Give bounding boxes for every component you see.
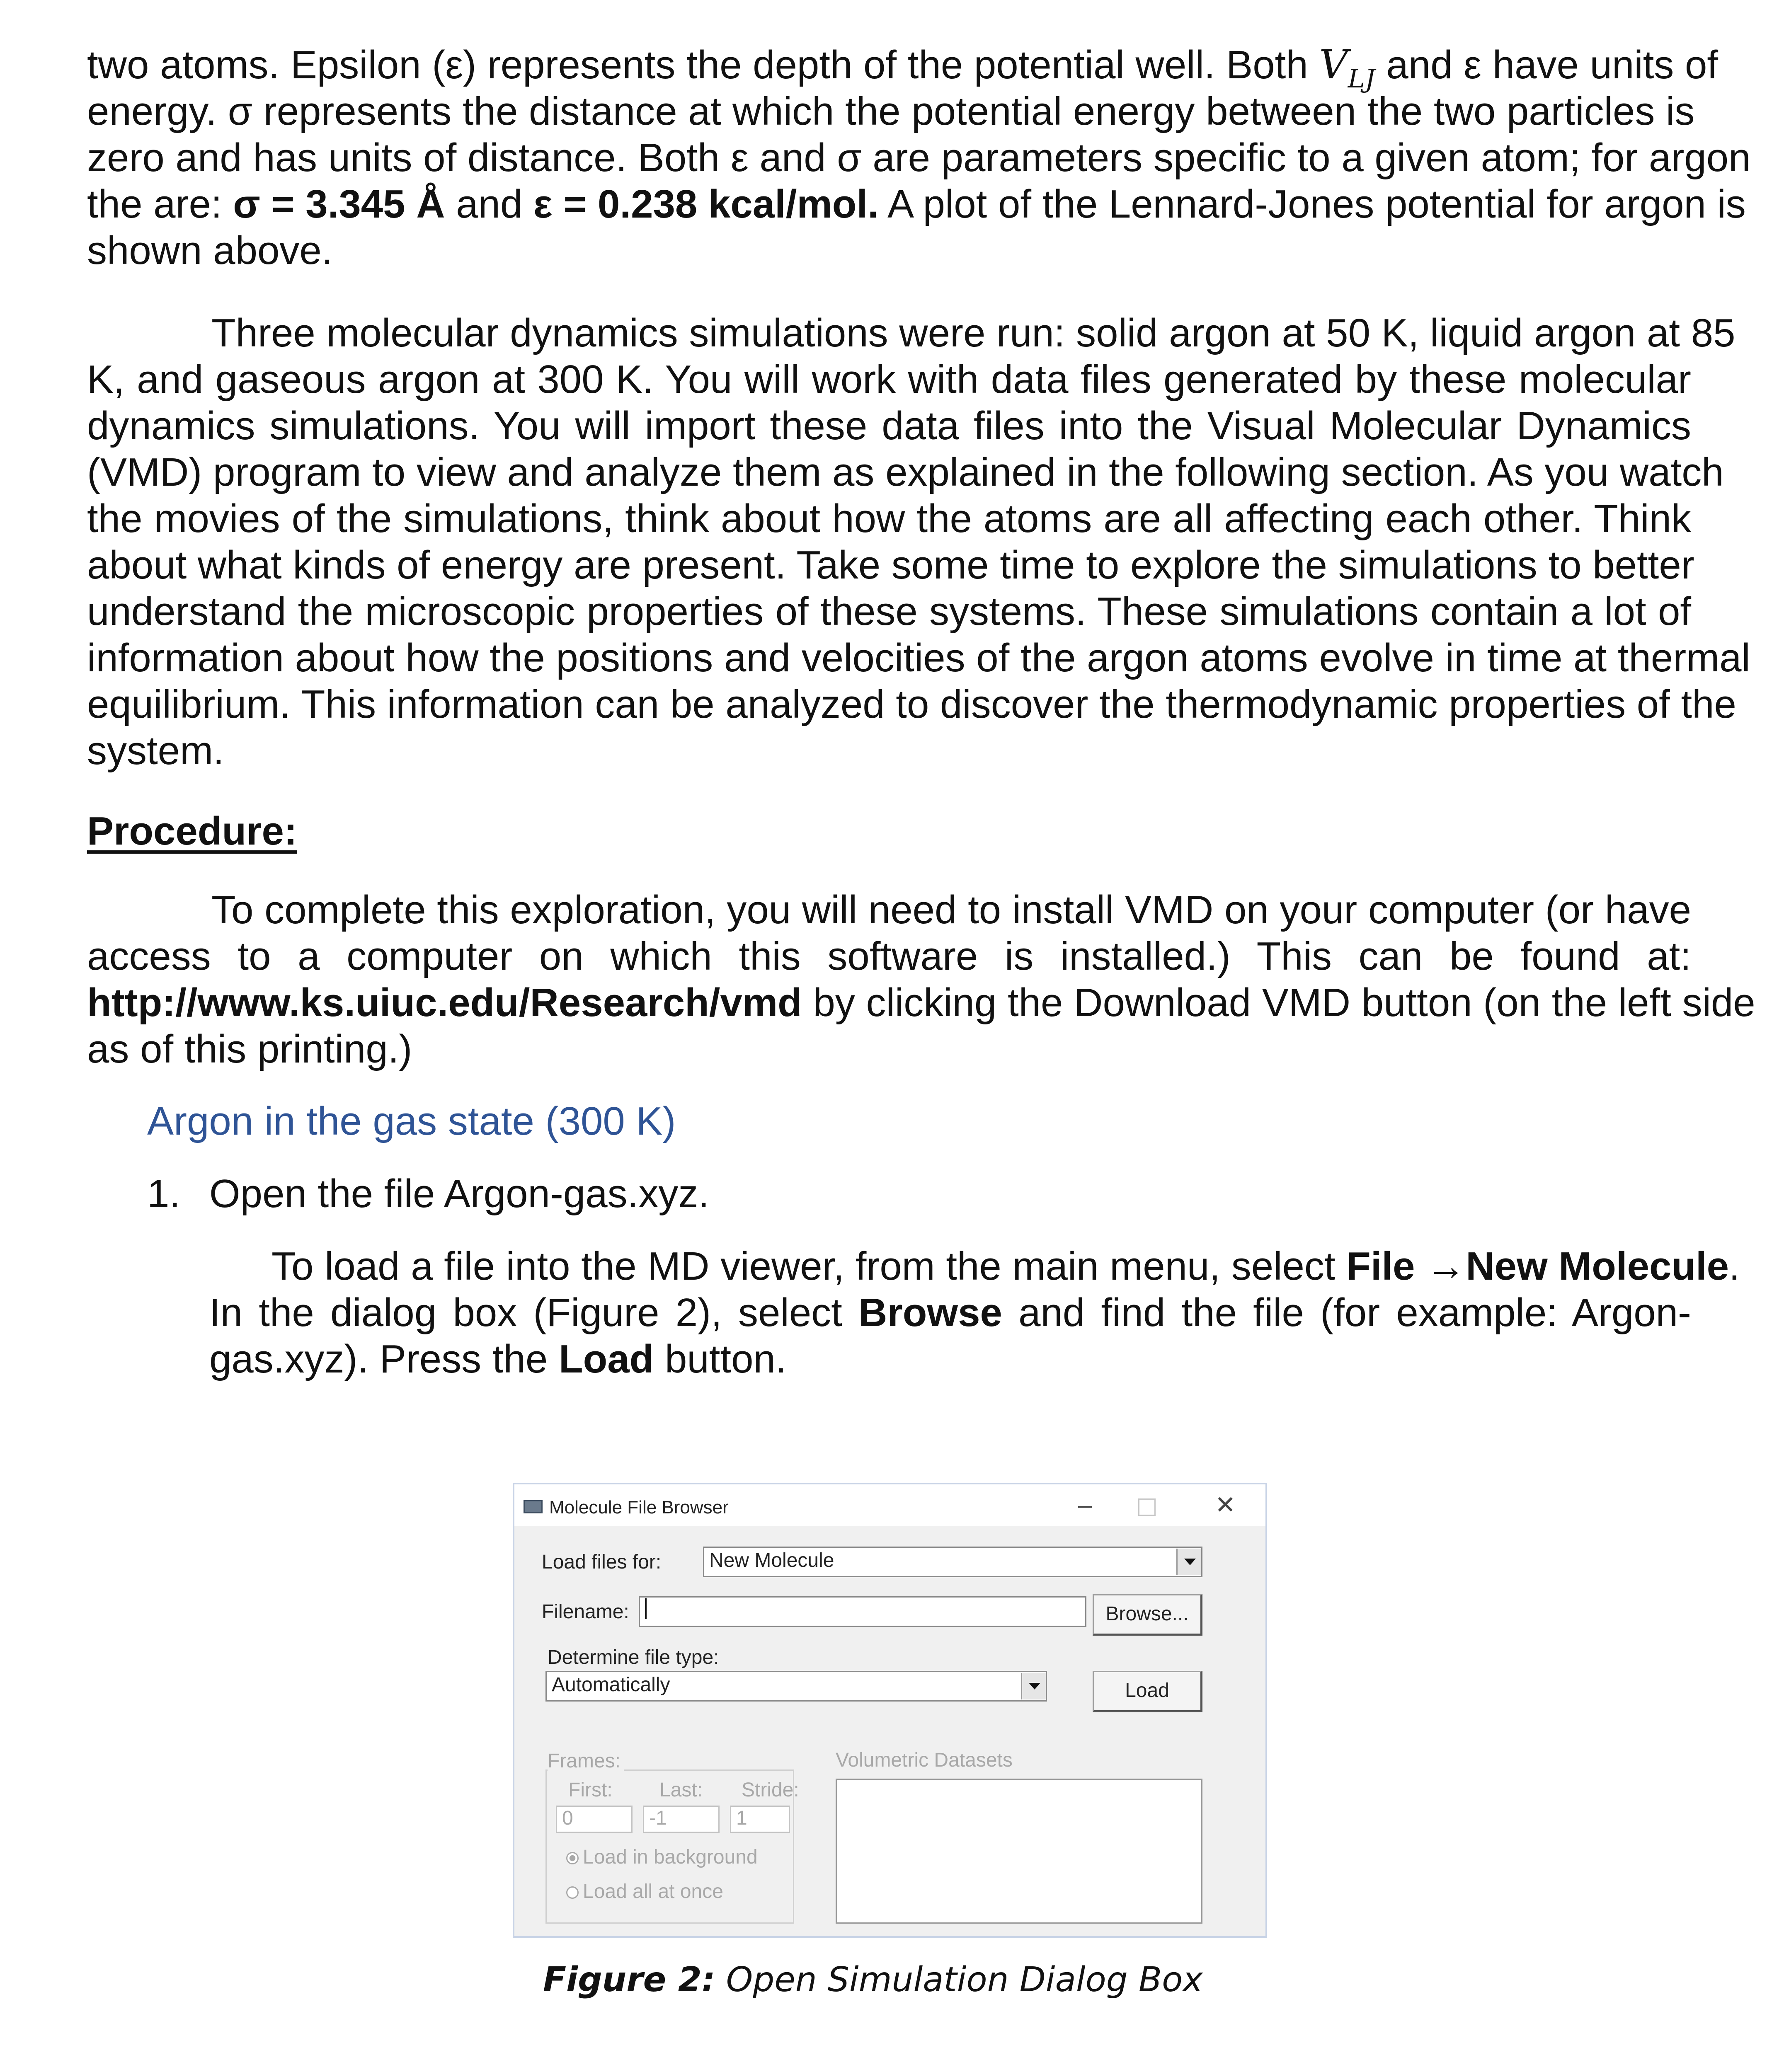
- text-line: the movies of the simulations, think about how the atoms are all affecting each other. Think: [87, 496, 1691, 541]
- file-type-value: Automatically: [552, 1674, 670, 1696]
- text-line: (VMD) program to view and analyze them as explained in the following section. As you watch: [87, 450, 1724, 494]
- maximize-icon[interactable]: [1138, 1498, 1156, 1516]
- minimize-icon[interactable]: –: [1078, 1491, 1092, 1519]
- last-label: Last:: [659, 1779, 703, 1801]
- volumetric-datasets-list[interactable]: [836, 1779, 1202, 1924]
- math-vlj: [1319, 41, 1375, 94]
- text-run: two atoms. Epsilon (ε) represents the depth of the potential well. Both: [87, 43, 1319, 87]
- text-line: about what kinds of energy are present. Take some time to explore the simulations to better: [87, 543, 1694, 587]
- text-line: To load a file into the MD viewer, from the main menu, select File →New Molecule.: [271, 1244, 1740, 1288]
- text-line: gas.xyz). Press the Load button.: [209, 1337, 787, 1381]
- text-line: zero and has units of distance. Both ε and σ are parameters specific to a given atom; for argon: [87, 136, 1751, 180]
- text-line: access to a computer on which this software is installed.) This can be found at:: [87, 934, 1691, 978]
- text-line: To complete this exploration, you will need to install VMD on your computer (or have: [211, 888, 1691, 932]
- load-button[interactable]: Load: [1093, 1671, 1202, 1712]
- file-type-select[interactable]: [545, 1671, 1047, 1702]
- sigma-value: σ = 3.345 Å: [233, 182, 445, 226]
- load-files-for-select[interactable]: [703, 1547, 1202, 1577]
- text-line: In the dialog box (Figure 2), select Browse and find the file (for example: Argon-: [209, 1290, 1691, 1335]
- step-text: Open the file Argon-gas.xyz.: [209, 1172, 709, 1216]
- text-line: [87, 181, 1746, 228]
- paragraph-simulations: [87, 310, 1750, 774]
- app-icon: [524, 1500, 543, 1513]
- text-run: and ε have units of: [1375, 43, 1719, 87]
- text-run: and: [445, 182, 534, 226]
- math-subscript: LJ: [1348, 63, 1375, 94]
- chevron-down-icon[interactable]: [1021, 1673, 1046, 1699]
- text-line: dynamics simulations. You will import these data files into the Visual Molecular Dynamics: [87, 404, 1691, 448]
- procedure-heading: Procedure:: [87, 809, 297, 853]
- epsilon-value: ε = 0.238 kcal/mol.: [533, 182, 879, 226]
- text-line: information about how the positions and velocities of the argon atoms evolve in time at thermal: [87, 636, 1750, 680]
- frames-label: Frames:: [548, 1750, 624, 1773]
- menu-file-ref: File: [1346, 1244, 1415, 1288]
- figure-caption: [543, 1959, 1203, 2001]
- load-files-for-value: New Molecule: [709, 1549, 834, 1571]
- paragraph-lennard-jones: [87, 41, 1751, 274]
- text-run: the are:: [87, 182, 233, 226]
- first-frame-input[interactable]: 0: [556, 1806, 633, 1833]
- text-line: K, and gaseous argon at 300 K. You will work with data files generated by these molecular: [87, 357, 1691, 402]
- filename-input[interactable]: [639, 1596, 1086, 1627]
- text-line: energy. σ represents the distance at which the potential energy between the two particles is: [87, 89, 1695, 133]
- step-number: 1.: [147, 1172, 181, 1216]
- load-ref: Load: [558, 1337, 654, 1381]
- caption-text: Open Simulation Dialog Box: [715, 1960, 1203, 1999]
- text-line: Three molecular dynamics simulations were run: solid argon at 50 K, liquid argon at 85: [211, 311, 1735, 355]
- math-variable: V: [1319, 41, 1348, 88]
- stride-label: Stride:: [742, 1779, 799, 1801]
- molecule-file-browser-dialog: [513, 1483, 1267, 1938]
- text-line: understand the microscopic properties of these systems. These simulations contain a lot of: [87, 589, 1691, 634]
- text-run: by clicking the Download VMD button (on the left side: [802, 980, 1755, 1025]
- text-line: [87, 980, 1755, 1026]
- stride-input[interactable]: 1: [730, 1806, 790, 1833]
- paragraph-install-vmd: [87, 887, 1755, 1072]
- close-icon[interactable]: ✕: [1215, 1491, 1236, 1519]
- browse-ref: Browse: [858, 1290, 1002, 1335]
- browse-button[interactable]: Browse...: [1093, 1594, 1202, 1636]
- caption-prefix: Figure 2:: [543, 1960, 715, 1999]
- paragraph-load-file: [209, 1243, 1740, 1382]
- text-line: shown above.: [87, 228, 333, 273]
- text-line: [87, 41, 1719, 94]
- text-line: equilibrium. This information can be analyzed to discover the thermodynamic properties of the: [87, 682, 1736, 726]
- radio-load-all[interactable]: Load all at once: [566, 1880, 723, 1903]
- load-files-for-label: Load files for:: [542, 1551, 662, 1573]
- dialog-titlebar: [514, 1484, 1265, 1526]
- gas-state-subheading: Argon in the gas state (300 K): [147, 1099, 676, 1143]
- chevron-down-icon[interactable]: [1176, 1549, 1201, 1575]
- dialog-title: Molecule File Browser: [549, 1497, 729, 1518]
- radio-selected-icon: [566, 1852, 579, 1864]
- menu-new-molecule-ref: New Molecule: [1466, 1244, 1729, 1288]
- text-line: as of this printing.): [87, 1027, 412, 1071]
- text-line: system.: [87, 729, 224, 773]
- radio-load-background[interactable]: Load in background: [566, 1846, 758, 1869]
- volumetric-datasets-label: Volumetric Datasets: [836, 1749, 1013, 1771]
- first-label: First:: [568, 1779, 613, 1801]
- text-cursor: [645, 1598, 647, 1619]
- last-frame-input[interactable]: -1: [643, 1806, 720, 1833]
- arrow-icon: →: [1415, 1244, 1466, 1288]
- text-run: A plot of the Lennard-Jones potential for argon is: [878, 182, 1746, 226]
- step-1: [147, 1171, 709, 1217]
- filename-label: Filename:: [542, 1601, 629, 1623]
- radio-unselected-icon: [566, 1886, 579, 1899]
- determine-file-type-label: Determine file type:: [548, 1646, 719, 1668]
- vmd-url-link[interactable]: http://www.ks.uiuc.edu/Research/vmd: [87, 980, 802, 1025]
